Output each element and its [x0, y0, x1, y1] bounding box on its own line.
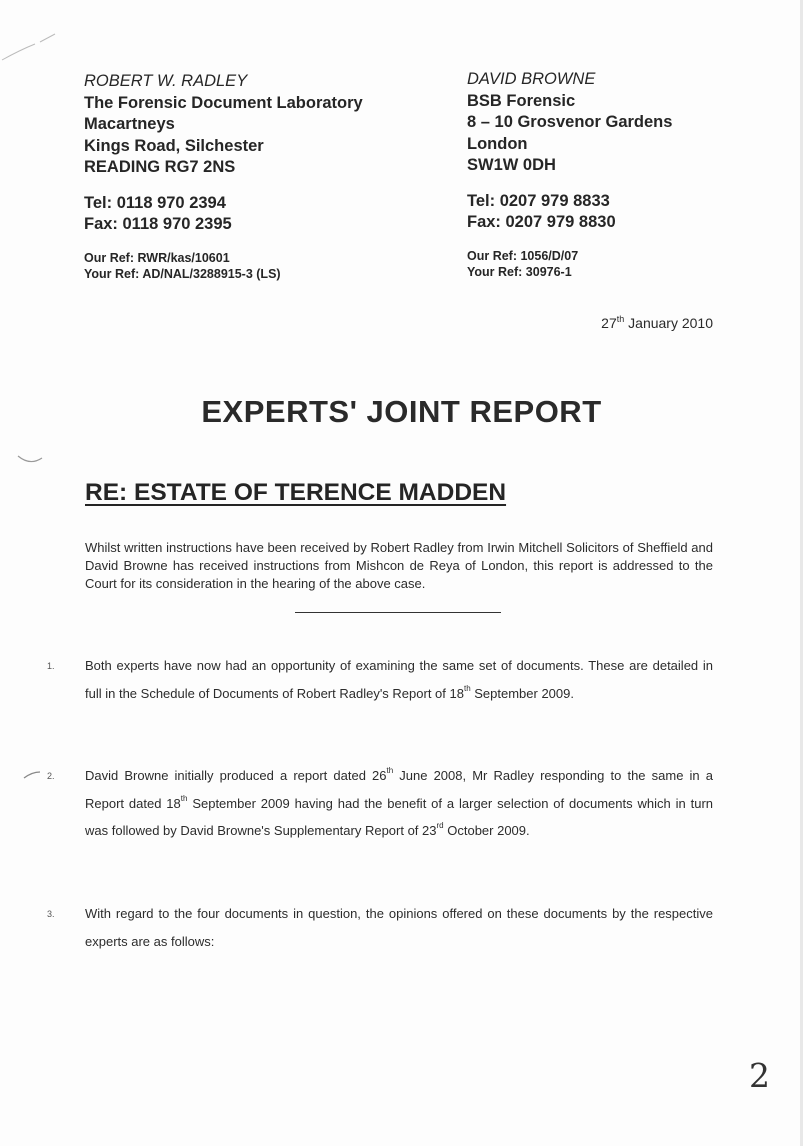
date-day: 27 — [601, 315, 617, 331]
ordinal-suffix: th — [180, 793, 188, 803]
date-suffix: th — [616, 314, 625, 324]
paragraph-text: June 2008, Mr Radley responding to the same in a Report dated 18 — [85, 768, 713, 811]
paragraph-text: Both experts have now had an opportunity of examining the same set of documents. These are detailed in full in the Schedule of Documents of Robert Radley's Report of 18 — [85, 658, 713, 701]
scan-mark — [0, 20, 70, 70]
recipient-fax: Fax: 0207 979 8830 — [467, 213, 616, 231]
paragraph-text: October 2009. — [443, 823, 530, 838]
recipient-address-block — [467, 69, 672, 280]
paragraph-number: 1. — [47, 661, 55, 671]
intro-paragraph: Whilst written instructions have been received by Robert Radley from Irwin Mitchell Solicitors of Sheffield and David Browne has received instructions from Mishcon de Reya of London, this report is addressed to the Court for its consideration in the hearing of the above case. — [85, 540, 713, 592]
recipient-contact — [467, 191, 672, 234]
ordinal-suffix: th — [463, 683, 471, 693]
ordinal-suffix: th — [386, 766, 394, 775]
recipient-name: DAVID BROWNE — [467, 70, 596, 88]
sender-contact — [84, 193, 363, 236]
sender-our-ref: Our Ref: RWR/kas/10601 — [84, 250, 230, 265]
report-title: EXPERTS' JOINT REPORT — [201, 394, 602, 429]
handwritten-page-number: 2 — [749, 1056, 770, 1095]
punch-hole-mark — [22, 768, 44, 784]
section-divider — [295, 612, 501, 614]
paragraph-2 — [85, 762, 713, 845]
date-rest: January 2010 — [624, 315, 713, 331]
recipient-our-ref: Our Ref: 1056/D/07 — [467, 248, 579, 263]
sender-address-line: Macartneys — [84, 115, 175, 133]
sender-tel: Tel: 0118 970 2394 — [84, 193, 226, 212]
paragraph-text: September 2009 having had the benefit of a larger selection of documents which in turn was followed by David Browne's Supplementary Report of 23 — [85, 795, 714, 838]
sender-refs — [84, 250, 363, 282]
paragraph-text: September 2009. — [470, 685, 574, 701]
sender-org: The Forensic Document Laboratory — [84, 93, 363, 112]
sender-your-ref: Your Ref: AD/NAL/3288915-3 (LS) — [84, 266, 281, 281]
report-subject: RE: ESTATE OF TERENCE MADDEN — [85, 479, 507, 506]
sender-address-block — [84, 71, 363, 282]
sender-name: ROBERT W. RADLEY — [84, 72, 248, 90]
recipient-your-ref: Your Ref: 30976-1 — [467, 264, 572, 279]
paragraph-number: 3. — [47, 909, 55, 919]
sender-address-line: READING RG7 2NS — [84, 158, 236, 176]
ordinal-suffix: rd — [436, 821, 444, 830]
report-date — [601, 314, 713, 331]
paragraph-3: With regard to the four documents in question, the opinions offered on these documents by the respective experts are as follows: — [85, 906, 713, 949]
sender-fax: Fax: 0118 970 2395 — [84, 215, 232, 233]
sender-address-line: Kings Road, Silchester — [84, 136, 264, 155]
recipient-org: BSB Forensic — [467, 91, 576, 110]
paragraph-number: 2. — [47, 771, 55, 781]
recipient-address-line: 8 – 10 Grosvenor Gardens — [467, 113, 673, 131]
paragraph-text: David Browne initially produced a report dated 26 — [85, 768, 387, 783]
recipient-tel: Tel: 0207 979 8833 — [467, 191, 610, 210]
recipient-address-line: SW1W 0DH — [467, 156, 556, 174]
recipient-address-line: London — [467, 134, 528, 153]
punch-hole-mark — [16, 452, 46, 468]
paragraph-1 — [85, 652, 713, 707]
recipient-refs — [467, 248, 672, 280]
